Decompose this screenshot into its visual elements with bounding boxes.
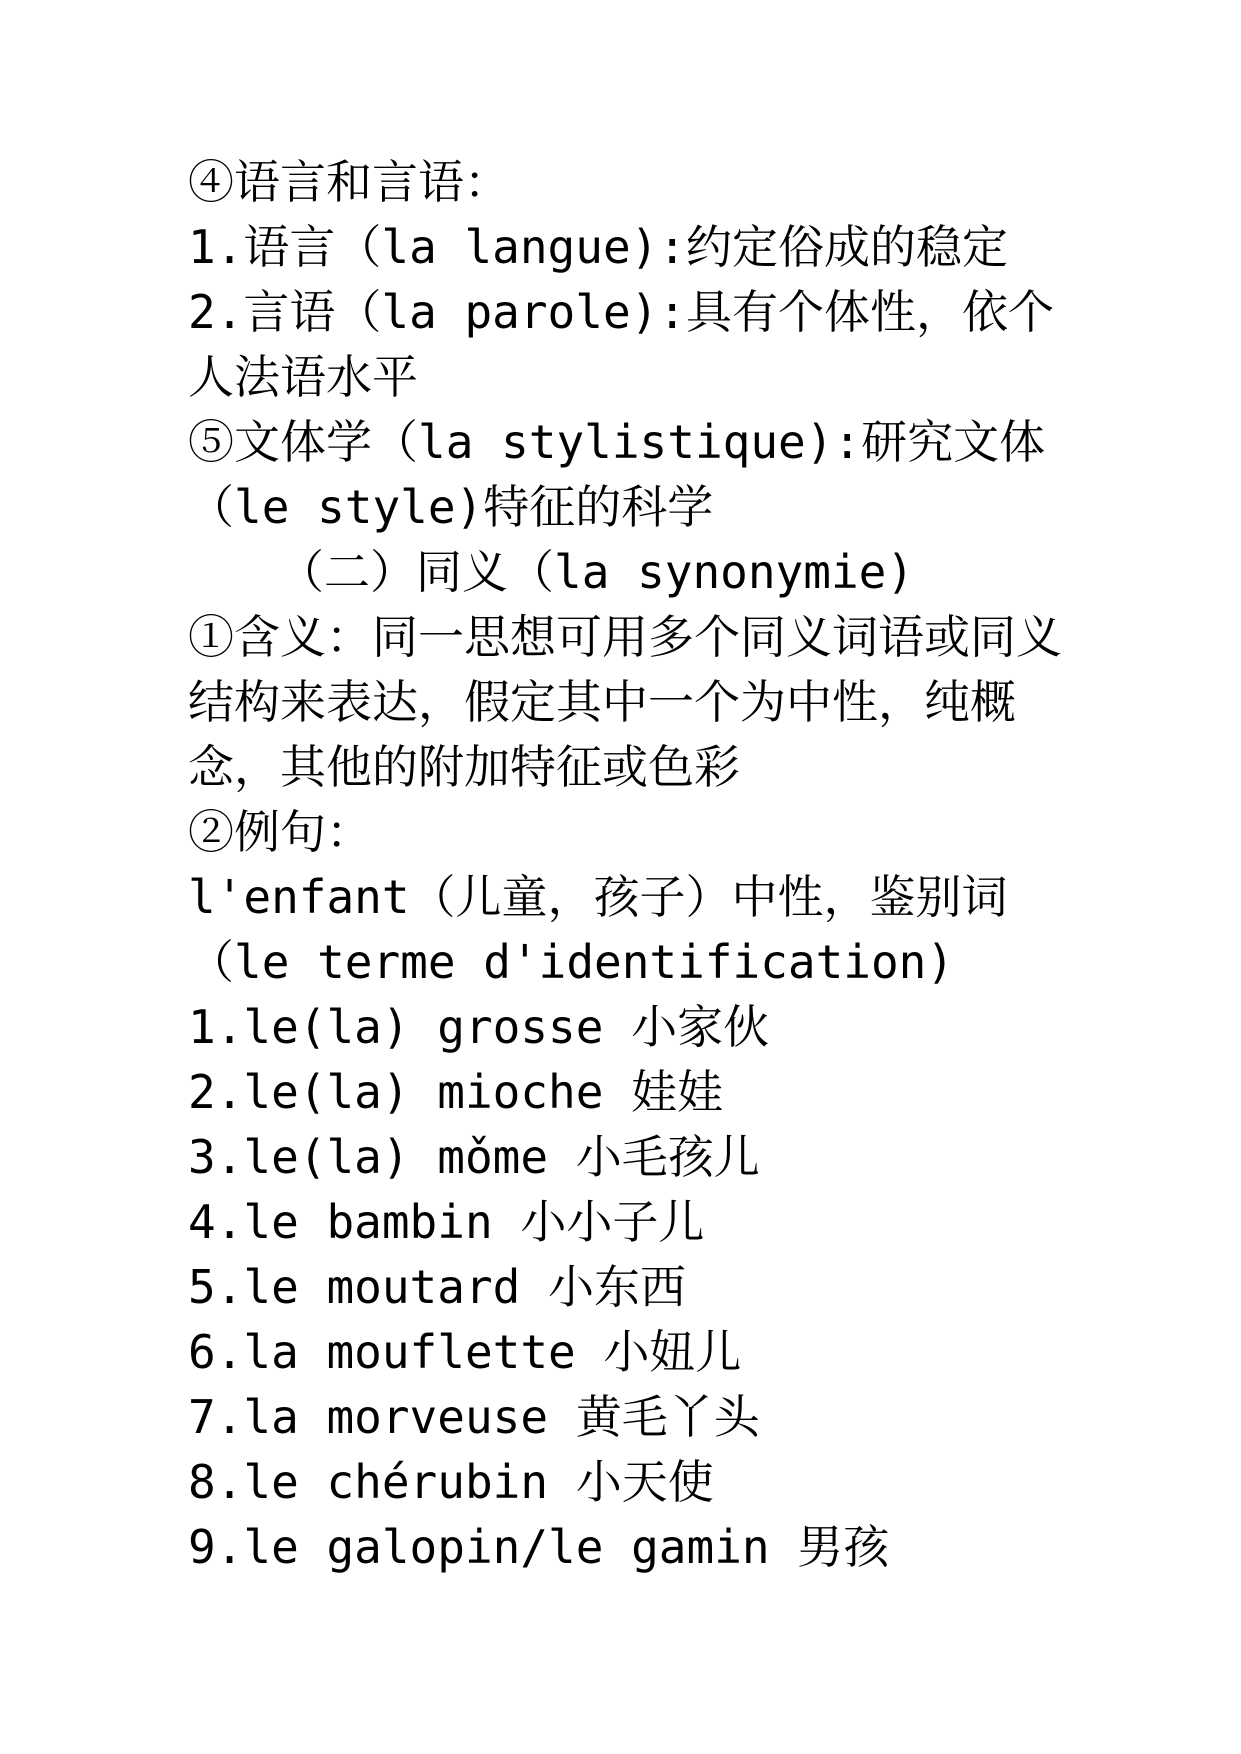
list-item: 2.le(la) mioche 娃娃 — [188, 1065, 724, 1119]
list-item: 4.le bambin 小小子儿 — [188, 1195, 705, 1249]
list-item: 9.le galopin/le gamin 男孩 — [188, 1520, 890, 1574]
list-item: 7.la morveuse 黄毛丫头 — [188, 1390, 760, 1444]
list-item: 8.le chérubin 小天使 — [188, 1455, 714, 1509]
list-item: 6.la mouflette 小妞儿 — [188, 1325, 742, 1379]
section-heading-examples: ②例句： — [188, 805, 372, 859]
chapter-heading-synonymy: （二）同义（la synonymie) — [278, 545, 915, 599]
section-heading-language-speech: ④语言和言语： — [188, 155, 510, 209]
document-body — [188, 150, 1068, 1580]
list-item: 1.le(la) grosse 小家伙 — [188, 1000, 770, 1054]
list-item: 5.le moutard 小东西 — [188, 1260, 687, 1314]
definition-paragraph: ①含义：同一思想可用多个同义词语或同义结构来表达，假定其中一个为中性，纯概念，其他的附加特征或色彩 — [188, 610, 1062, 794]
section-heading-stylistics: ⑤文体学（la stylistique):研究文体（le style)特征的科学 — [188, 415, 1046, 534]
example-intro: l'enfant（儿童，孩子）中性，鉴别词（le terme d'identification) — [188, 870, 1008, 989]
list-item: 1.语言（la langue):约定俗成的稳定 — [188, 220, 1009, 274]
list-item: 2.言语（la parole):具有个体性，依个人法语水平 — [188, 285, 1055, 404]
list-item: 3.le(la) mǒme 小毛孩儿 — [188, 1130, 760, 1184]
